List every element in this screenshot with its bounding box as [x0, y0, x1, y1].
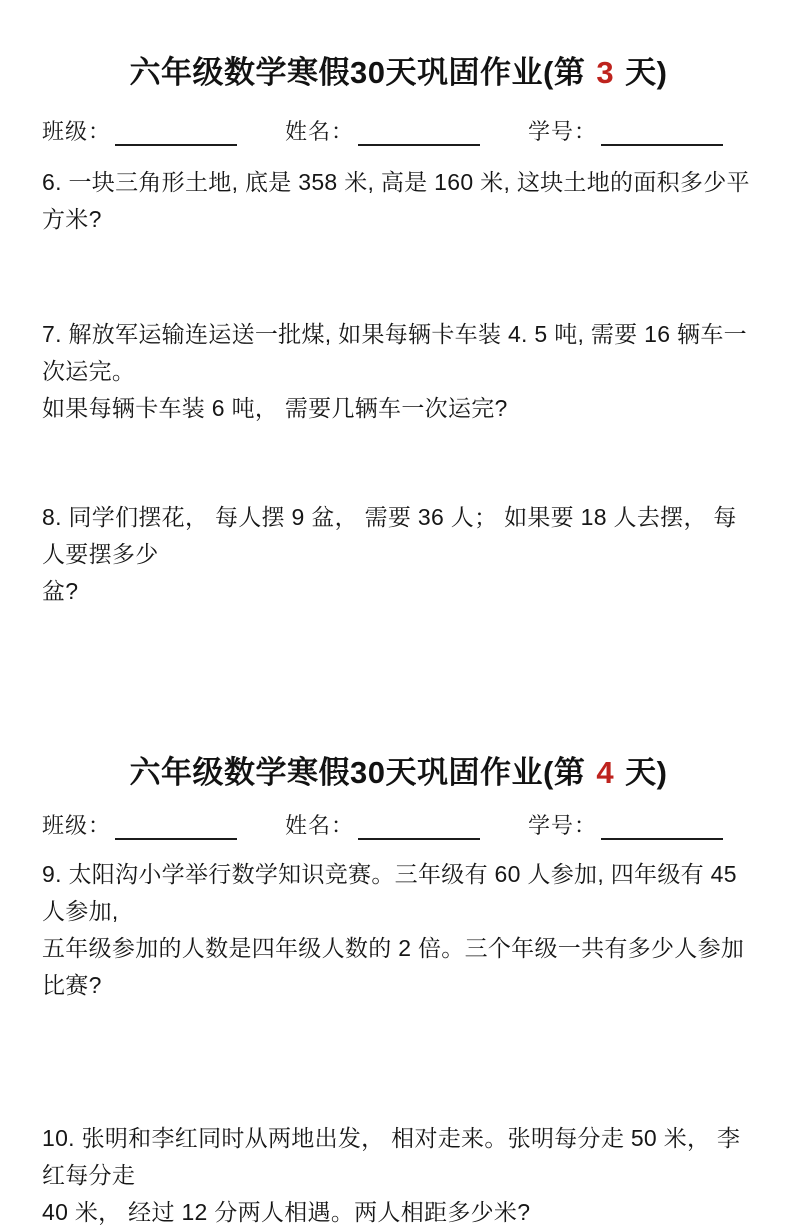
question-8 — [42, 499, 755, 610]
day-number: 4 — [596, 755, 615, 790]
class-label: 班级： — [42, 813, 112, 838]
student-id-label: 学号： — [528, 119, 598, 144]
student-id-blank-line — [601, 120, 723, 146]
section-day-3 — [42, 52, 755, 610]
worksheet-title-day3 — [42, 52, 755, 94]
question-9 — [42, 856, 755, 1004]
question-6 — [42, 164, 755, 238]
question-8-line-2: 盆? — [42, 578, 79, 604]
question-9-line-1: 9. 太阳沟小学举行数学知识竞赛。三年级有 60 人参加, 四年级有 45 人参加, — [42, 861, 737, 924]
student-id-label: 学号： — [528, 813, 598, 838]
day-number: 3 — [596, 55, 615, 90]
name-blank-line — [358, 814, 480, 840]
question-7-line-2: 如果每辆卡车装 6 吨， 需要几辆车一次运完? — [42, 395, 508, 421]
title-suffix: 天) — [625, 55, 668, 90]
class-label: 班级： — [42, 119, 112, 144]
class-field — [42, 118, 237, 146]
class-blank-line — [115, 120, 237, 146]
question-7 — [42, 316, 755, 427]
title-prefix: 六年级数学寒假30天巩固作业(第 — [129, 755, 586, 790]
name-field — [285, 118, 480, 146]
title-prefix: 六年级数学寒假30天巩固作业(第 — [129, 55, 586, 90]
student-id-blank-line — [601, 814, 723, 840]
section-day-4 — [42, 752, 755, 1231]
student-info-row — [42, 810, 755, 840]
student-info-row — [42, 116, 755, 146]
student-id-field — [528, 812, 723, 840]
class-blank-line — [115, 814, 237, 840]
name-blank-line — [358, 120, 480, 146]
class-field — [42, 812, 237, 840]
question-6-line-1: 6. 一块三角形土地, 底是 358 米, 高是 160 米, 这块土地的面积多少平方米? — [42, 169, 750, 232]
question-10-line-2: 40 米， 经过 12 分两人相遇。两人相距多少米? — [42, 1199, 531, 1225]
name-field — [285, 812, 480, 840]
worksheet-title-day4 — [42, 752, 755, 794]
question-10 — [42, 1120, 755, 1231]
question-10-line-1: 10. 张明和李红同时从两地出发， 相对走来。张明每分走 50 米， 李红每分走 — [42, 1125, 741, 1188]
question-7-line-1: 7. 解放军运输连运送一批煤, 如果每辆卡车装 4. 5 吨, 需要 16 辆车一次运完。 — [42, 321, 747, 384]
question-8-line-1: 8. 同学们摆花， 每人摆 9 盆， 需要 36 人； 如果要 18 人去摆， 每人要摆多少 — [42, 504, 737, 567]
title-suffix: 天) — [625, 755, 668, 790]
name-label: 姓名： — [285, 119, 355, 144]
name-label: 姓名： — [285, 813, 355, 838]
question-9-line-2: 五年级参加的人数是四年级人数的 2 倍。三个年级一共有多少人参加比赛? — [42, 935, 745, 998]
student-id-field — [528, 118, 723, 146]
